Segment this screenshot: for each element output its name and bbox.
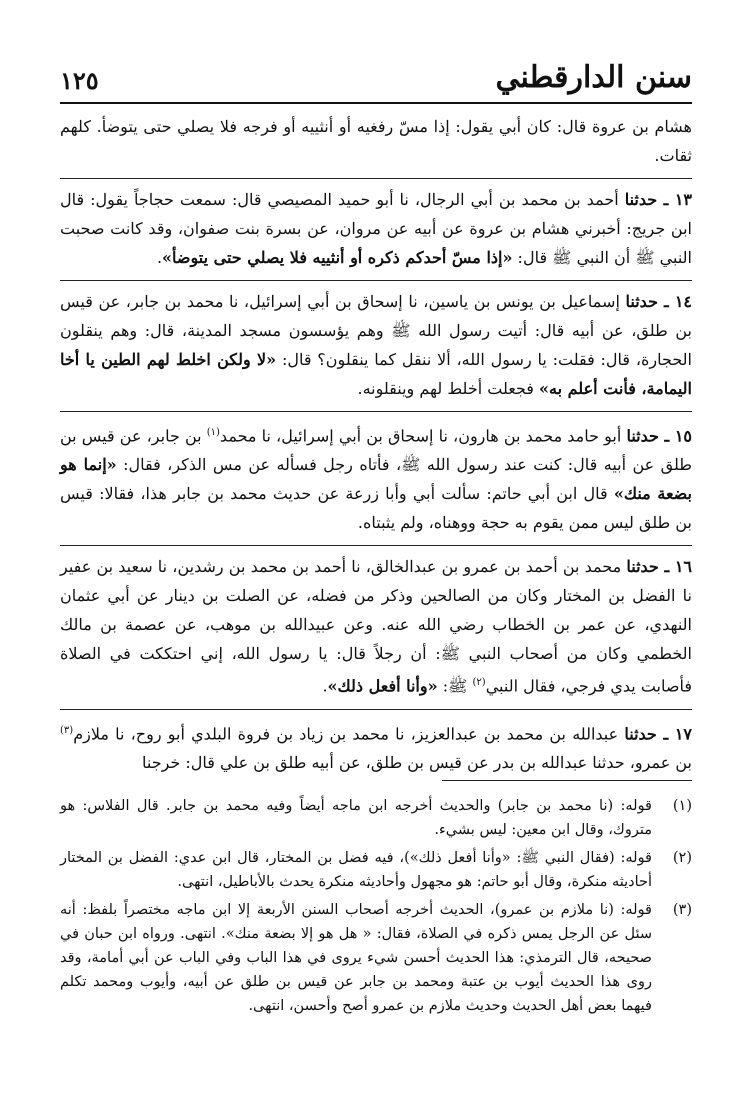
footnote-2 bbox=[60, 846, 692, 894]
footnote-ref-2[interactable]: (٢) bbox=[472, 677, 486, 689]
intro-paragraph bbox=[60, 112, 692, 176]
footnote-number: (١) bbox=[672, 798, 692, 814]
hadith-number: ١٥ ـ حدثنا bbox=[626, 426, 693, 446]
footnote-number: (٣) bbox=[672, 902, 692, 918]
hadith-number: ١٣ ـ حدثنا bbox=[624, 190, 692, 209]
footnote-ref-1[interactable]: (١) bbox=[206, 427, 220, 438]
intro-text: هشام بن عروة قال: كان أبي يقول: إذا مسّ رفغيه أو أنثييه أو فرجه فلا يصلي حتى يتوضأ. كلهم ثقات. bbox=[60, 117, 692, 165]
hadith-14 bbox=[60, 280, 692, 409]
hadith-quote: «وأنا أفعل ذلك» bbox=[327, 676, 438, 696]
hadith-text: عبدالله بن محمد بن عبدالعزيز، نا محمد بن زياد بن فروة البلدي أبو روح، نا ملازم bbox=[73, 723, 619, 743]
hadith-quote: «إنما هو بضعة منك» bbox=[60, 455, 693, 504]
hadith-text: محمد بن أحمد بن عمرو بن عبدالخالق، نا أحمد بن محمد بن رشدين، نا سعيد بن عفير نا الفضل بن المختار وكان من الصالحين وذكر من فضله، عن الصلت بن دينار عن أبي عثمان النهدي، عن عمر بن الخطاب رضي الله عنه. وعن عبيدالله بن موهب، عن عصمة بن مالك الخطمي وكان من أصحاب النبي ﷺ: أن رجلاً قال: يا رسول الله، إني احتككت في الصلاة فأصابت يدي فرجي، فقال النبي bbox=[60, 557, 692, 696]
hadith-text: إسماعيل بن يونس بن ياسين، نا إسحاق بن أبي إسرائيل، نا محمد بن جابر، عن قيس بن طلق، عن أبيه قال: أتيت رسول الله ﷺ وهم يؤسسون مسجد المدينة، قال: وهم ينقلون الحجارة، قال: فقلت: يا رسول الله، ألا ننقل كما ينقلون؟ قال: bbox=[60, 292, 693, 369]
footnote-number: (٢) bbox=[672, 850, 692, 866]
page-header bbox=[60, 58, 692, 104]
footnote-1 bbox=[60, 794, 692, 842]
hadith-16 bbox=[60, 545, 692, 706]
hadith-number: ١٧ ـ حدثنا bbox=[624, 723, 693, 743]
hadith-quote: «لا ولكن اخلط لهم الطين يا أخا اليمامة، فأنت أعلم به» bbox=[60, 350, 692, 398]
footnote-text: قوله: (نا محمد بن جابر) والحديث أخرجه ابن ماجه أيضاً وفيه محمد بن جابر. قال الفلاس: هو متروك، وقال ابن معين: ليس بشيء. bbox=[60, 798, 652, 838]
footnote-divider bbox=[442, 780, 692, 781]
hadith-text-cont: ﷺ: bbox=[442, 676, 468, 696]
hadith-text-end: . bbox=[322, 676, 328, 696]
footnotes bbox=[60, 794, 692, 1022]
hadith-number: ١٤ ـ حدثنا bbox=[625, 292, 693, 311]
footnote-text: قوله: (فقال النبي ﷺ: «وأنا أفعل ذلك»)، فيه فضل بن المختار، قال ابن عدي: الفضل بن المختار أحاديثه منكرة، وقال أبو حاتم: هو مجهول وأحاديثه منكرة يحدث بالأباطيل، انتهى. bbox=[60, 850, 652, 890]
book-title: سنن الدارقطني bbox=[495, 60, 692, 95]
hadith-text-cont: بن جابر، عن قيس بن طلق عن أبيه قال: كنت عند رسول الله ﷺ، فأتاه رجل فسأله عن مس الذكر، فقال: bbox=[60, 426, 693, 475]
hadith-text-end: قال ابن أبي حاتم: سألت أبي وأبا زرعة عن حديث محمد بن جابر هذا، فقالا: قيس بن طلق ليس ممن يقوم به حجة ووهناه، ولم يثبتاه. bbox=[60, 484, 692, 533]
hadith-number: ١٦ ـ حدثنا bbox=[626, 557, 692, 577]
hadith-text-end: . bbox=[156, 248, 163, 267]
hadith-text: أبو حامد محمد بن هارون، نا إسحاق بن أبي إسرائيل، نا محمد bbox=[219, 426, 622, 446]
footnote-ref-3[interactable]: (٣) bbox=[60, 724, 74, 736]
hadith-15 bbox=[60, 411, 692, 543]
hadith-text: أحمد بن محمد بن أبي الرجال، نا أبو حميد المصيصي قال: سمعت حجاجاً يقول: قال ابن جريج: أخبرني هشام بن عروة عن أبيه عن مروان، عن بسرة بنت صفوان، وقد كانت صحبت النبي ﷺ أن النبي ﷺ قال: bbox=[60, 190, 692, 267]
hadith-17 bbox=[60, 709, 692, 783]
hadith-text-end: فجعلت أخلط لهم وينقلونه. bbox=[357, 379, 534, 398]
hadith-13 bbox=[60, 178, 692, 278]
page-number: ١٢٥ bbox=[60, 66, 99, 95]
footnote-text: قوله: (نا ملازم بن عمرو)، الحديث أخرجه أصحاب السنن الأربعة إلا ابن ماجه مختصراً بلفظ: أنه سئل عن الرجل يمس ذكره في الصلاة، فقال: « هل هو إلا بضعة منك». انتهى. ورواه ابن حبان في صحيحه، قال الترمذي: هذا الحديث أحسن شيء يروى في هذا الباب وفي الباب عن أبي أمامة، وقد روى هذا الحديث أيوب بن عتبة ومحمد بن جابر عن قيس بن طلق عن أبيه، وأيوب ومحمد تكلم فيهما بعض أهل الحديث وحديث ملازم بن عمرو أصح وأحسن، انتهى. bbox=[60, 902, 652, 1014]
hadith-text-cont: بن عمرو، حدثنا عبدالله بن بدر عن قيس بن طلق، عن أبيه طلق بن علي قال: خرجنا bbox=[142, 752, 692, 772]
hadith-quote: «إذا مسّ أحدكم ذكره أو أنثييه فلا يصلي حتى يتوضأ» bbox=[162, 248, 513, 267]
footnote-3 bbox=[60, 898, 692, 1018]
page bbox=[60, 58, 693, 1014]
